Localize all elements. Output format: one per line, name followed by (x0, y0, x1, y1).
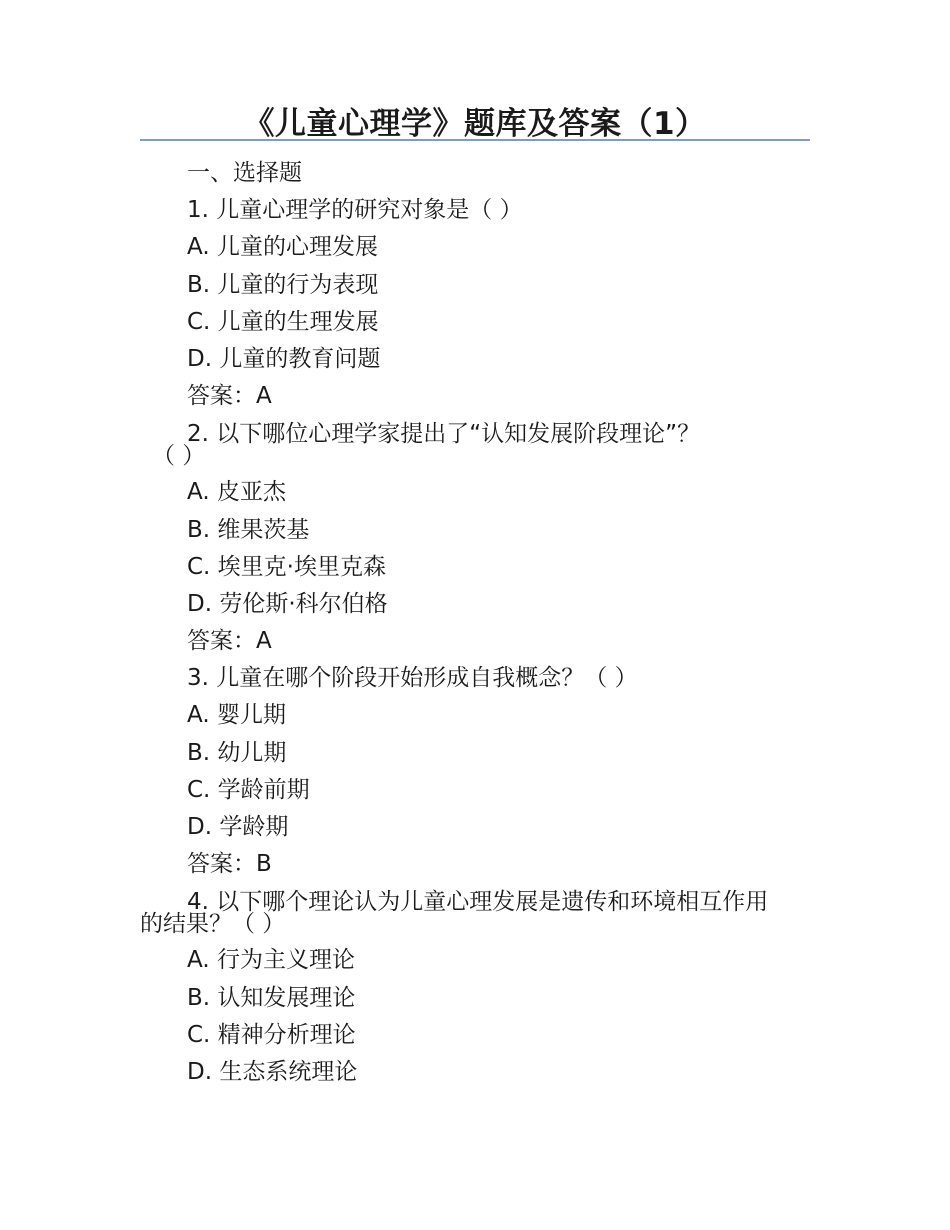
question-stem-line-1: 2. 以下哪位心理学家提出了“认知发展阶段理论”？ (187, 421, 701, 448)
question-stem-line-1: 4. 以下哪个理论认为儿童心理发展是遗传和环境相互作用 (187, 889, 769, 916)
question-stem: 1. 儿童心理学的研究对象是（ ） (187, 197, 523, 224)
question-stem (140, 883, 810, 942)
option-a: A. 行为主义理论 (187, 947, 355, 974)
question-stem: 3. 儿童在哪个阶段开始形成自我概念？（ ） (187, 665, 638, 692)
question-stem (140, 415, 810, 474)
answer-text: 答案：A (187, 628, 272, 655)
option-b: B. 幼儿期 (187, 739, 287, 766)
document-title: 《儿童心理学》题库及答案（1） (243, 106, 707, 142)
option-d: D. 劳伦斯·科尔伯格 (187, 590, 388, 617)
option-b: B. 儿童的行为表现 (187, 271, 379, 298)
option-b: B. 认知发展理论 (187, 984, 356, 1011)
option-c: C. 学龄前期 (187, 776, 310, 803)
option-a: A. 儿童的心理发展 (187, 234, 378, 261)
title-underline (140, 139, 810, 141)
question-stem-line-2: 的结果？（ ） (140, 911, 286, 938)
question-1 (140, 192, 810, 415)
question-stem-line-2: （ ） (152, 443, 206, 470)
option-c: C. 精神分析理论 (187, 1021, 356, 1048)
option-c: C. 儿童的生理发展 (187, 308, 379, 335)
question-4 (140, 883, 810, 1091)
option-b: B. 维果茨基 (187, 516, 310, 543)
option-a: A. 婴儿期 (187, 702, 286, 729)
document-body (140, 155, 810, 1091)
answer-text: 答案：B (187, 851, 272, 878)
section-heading: 一、选择题 (187, 160, 302, 186)
question-3 (140, 660, 810, 883)
option-d: D. 儿童的教育问题 (187, 345, 381, 372)
option-c: C. 埃里克·埃里克森 (187, 553, 386, 580)
option-a: A. 皮亚杰 (187, 479, 286, 506)
option-d: D. 生态系统理论 (187, 1058, 358, 1085)
option-d: D. 学龄期 (187, 814, 289, 840)
question-2 (140, 415, 810, 660)
answer-text: 答案：A (187, 383, 272, 410)
